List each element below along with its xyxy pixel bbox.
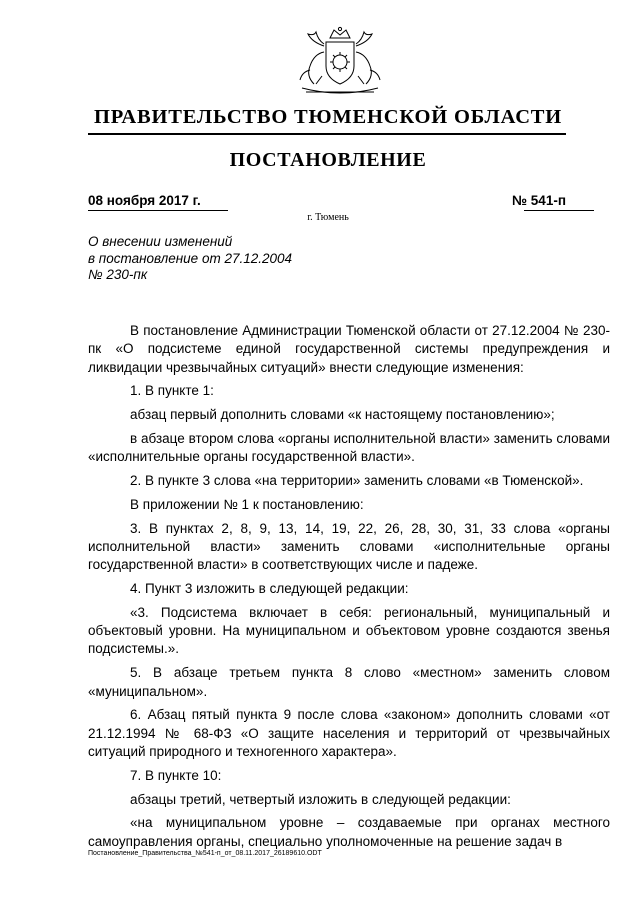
- body-paragraph: 7. В пункте 10:: [130, 767, 222, 783]
- body-paragraph: «на муниципальном уровне – создаваемые при органах местного самоуправления органы, специально уполномоченные на решение задач в: [88, 815, 610, 849]
- body-paragraph: 2. В пункте 3 слова «на территории» заменить словами «в Тюменской».: [130, 473, 584, 489]
- subject-line: № 230-пк: [88, 267, 148, 282]
- document-number: № 541-п: [512, 193, 566, 208]
- document-body: [88, 322, 610, 851]
- body-paragraph: абзац первый дополнить словами «к настоящему постановлению»;: [130, 407, 555, 423]
- subject-line: в постановление от 27.12.2004: [88, 250, 293, 266]
- body-paragraph: 3. В пунктах 2, 8, 9, 13, 14, 19, 22, 26, 28, 30, 31, 33 слова «органы исполнительной власти» заменить словами «исполнительные органы государственной власти» в соответствующих числе и падеже.: [88, 520, 610, 573]
- body-paragraph: 4. Пункт 3 изложить в следующей редакции:: [130, 581, 409, 597]
- body-paragraph: В приложении № 1 к постановлению:: [130, 496, 364, 512]
- body-paragraph: 5. В абзаце третьем пункта 8 слово «местном» заменить словом «муниципальном».: [88, 665, 610, 699]
- city-label: г. Тюмень: [307, 212, 349, 223]
- body-paragraph: «3. Подсистема включает в себя: региональный, муниципальный и объектовый уровни. На муниципальном и объектовом уровне создаются звенья подсистемы.».: [88, 604, 610, 657]
- body-paragraph: В постановление Администрации Тюменской области от 27.12.2004 № 230-пк «О подсистеме единой государственной системы предупреждения и ликвидации чрезвычайных ситуаций» внести следующие изменения:: [88, 323, 610, 375]
- number-underline: [524, 210, 594, 211]
- subject-line: О внесении изменений: [88, 234, 233, 249]
- document-type: ПОСТАНОВЛЕНИЕ: [229, 149, 427, 171]
- document-date: 08 ноября 2017 г.: [88, 193, 201, 208]
- footer-filename: Постановление_Правительства_№541-п_от_08.11.2017_26189610.ODT: [88, 850, 322, 857]
- header-rule: [88, 133, 566, 135]
- body-paragraph: в абзаце втором слова «органы исполнительной власти» заменить словами «исполнительные органы государственной власти».: [88, 430, 610, 465]
- document-subject: [88, 234, 292, 284]
- body-paragraph: 6. Абзац пятый пункта 9 после слова «законом» дополнить словами «от 21.12.1994 № 68-ФЗ «О защите населения и территорий от чрезвычайных ситуаций природного и техногенного характера».: [88, 707, 610, 759]
- date-underline: [88, 210, 228, 211]
- coat-of-arms-icon: [292, 26, 388, 98]
- body-paragraph: 1. В пункте 1:: [130, 383, 214, 399]
- body-paragraph: абзацы третий, четвертый изложить в следующей редакции:: [130, 791, 511, 807]
- government-title: ПРАВИТЕЛЬСТВО ТЮМЕНСКОЙ ОБЛАСТИ: [93, 106, 563, 128]
